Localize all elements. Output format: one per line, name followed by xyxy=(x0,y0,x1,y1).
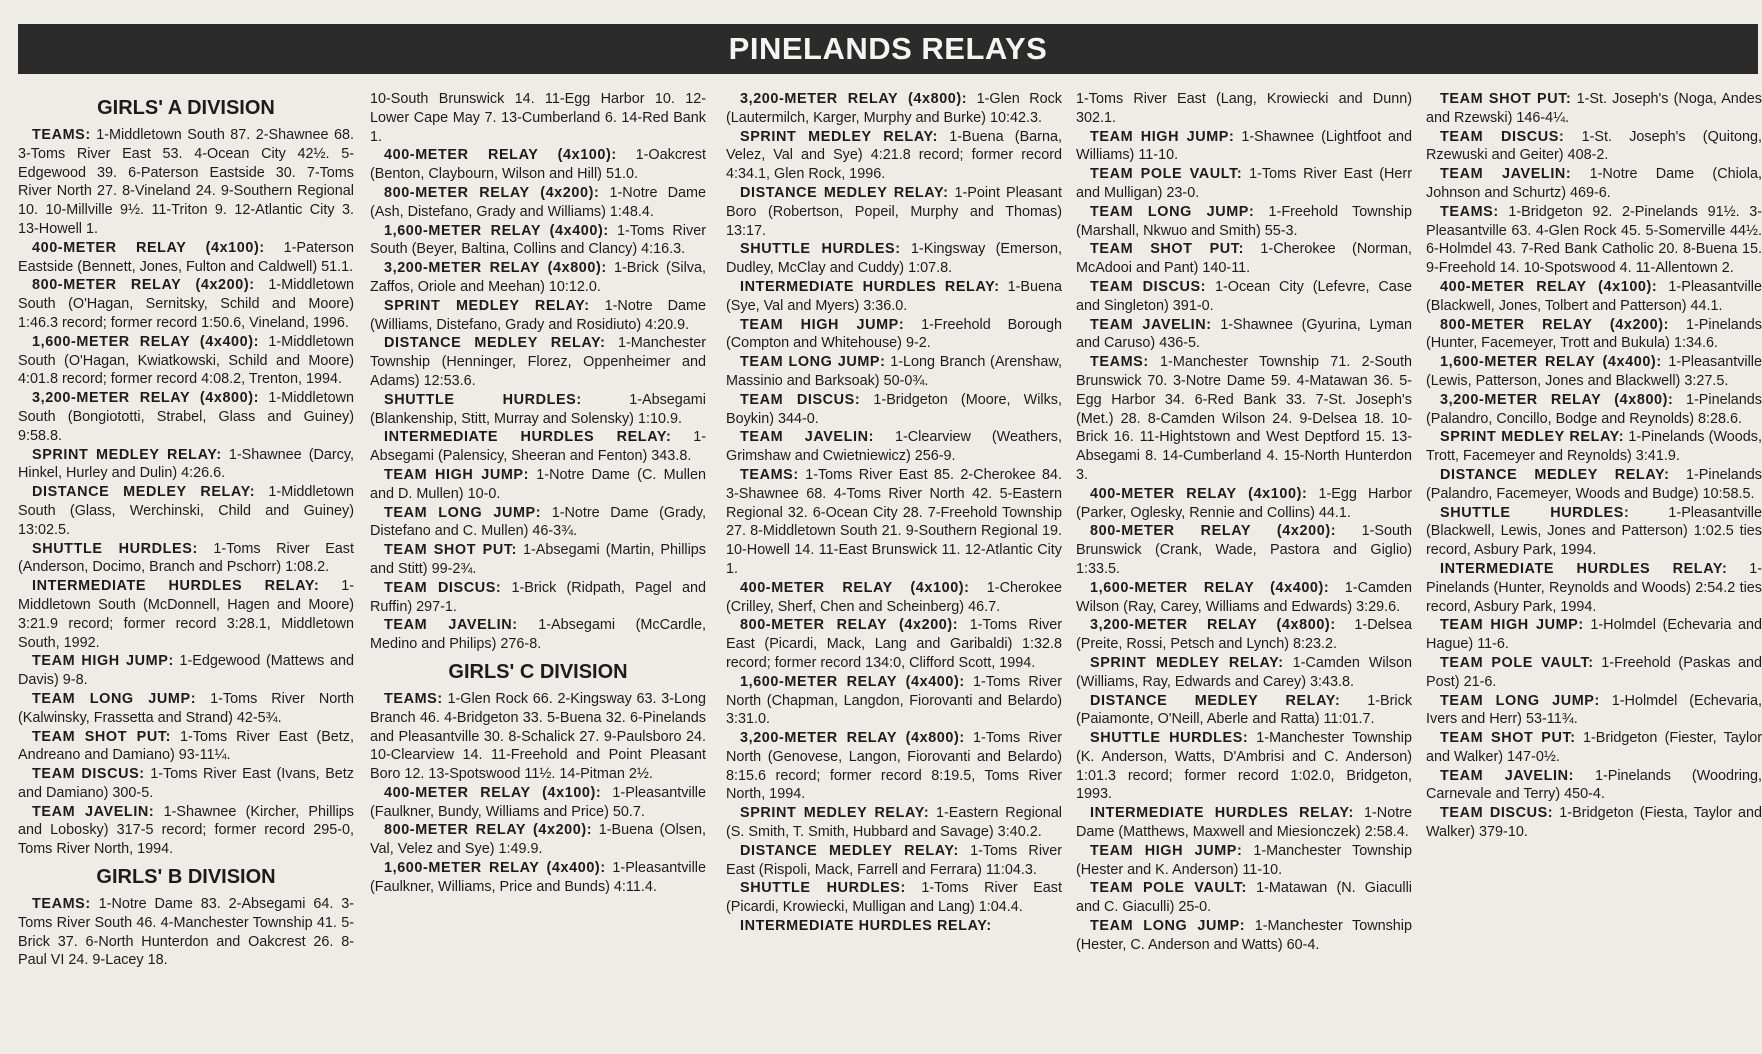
result-text: 1-Buena (Sye, Val and Myers) 3:36.0. xyxy=(726,278,1063,314)
result-text: 1-Camden Wilson (Ray, Carey, Williams and Edwards) 3:29.6. xyxy=(1076,579,1412,615)
result-entry xyxy=(18,483,354,539)
result-entry xyxy=(1076,240,1412,278)
result-entry xyxy=(1076,353,1412,485)
event-name: 800-METER RELAY (4x200): xyxy=(1440,316,1670,333)
result-entry xyxy=(18,765,354,803)
result-entry xyxy=(370,334,706,390)
column-4 xyxy=(1076,90,1412,1054)
result-text: 1-Middletown South (O'Hagan, Kwiatkowski, Schild and Moore) 4:01.8 record; former record 4:08.2, Trenton, 1994. xyxy=(18,333,355,388)
result-text: 1-Middletown South (McDonnell, Hagen and Moore) 3:21.9 record; former record 3:28.1, Middletown South, 1992. xyxy=(18,578,355,651)
result-text: 1-Middletown South (Glass, Werchinski, Child and Guiney) 13:02.5. xyxy=(18,484,354,538)
result-entry xyxy=(1426,391,1762,429)
result-entry xyxy=(726,278,1062,316)
event-name: DISTANCE MEDLEY RELAY: xyxy=(1090,692,1341,709)
event-name: TEAMS: xyxy=(740,466,799,483)
result-text: 1-Notre Dame (C. Mullen and D. Mullen) 10-0. xyxy=(370,466,707,502)
result-text: 1-Holmdel (Echevaria and Hague) 11-6. xyxy=(1426,617,1762,653)
event-name: TEAM HIGH JUMP: xyxy=(1090,128,1235,145)
result-entry xyxy=(1076,879,1412,917)
result-entry xyxy=(18,577,354,652)
result-entry xyxy=(1426,90,1762,128)
result-text: 1-Eastern Regional (S. Smith, T. Smith, Hubbard and Savage) 3:40.2. xyxy=(726,805,1062,841)
result-text: 1-Middletown South (Bongiototti, Strabel, Glass and Guiney) 9:58.8. xyxy=(18,390,355,444)
event-name: TEAM JAVELIN: xyxy=(1440,166,1572,183)
event-name: SHUTTLE HURDLES: xyxy=(32,540,198,557)
result-entry xyxy=(370,428,706,466)
event-name: TEAMS: xyxy=(32,127,91,143)
event-name: DISTANCE MEDLEY RELAY: xyxy=(740,184,949,201)
event-name: SHUTTLE HURDLES: xyxy=(1440,504,1630,521)
result-text: 1-Absegami (Palensicy, Sheeran and Fenton) 343.8. xyxy=(370,429,707,465)
results-columns xyxy=(18,90,1762,1054)
event-name: INTERMEDIATE HURDLES RELAY: xyxy=(1090,805,1354,822)
result-text: 1-Pinelands (Hunter, Reynolds and Woods) 2:54.2 ties record, Asbury Park, 1994. xyxy=(1426,560,1762,615)
result-text: 1-Toms River North (Kalwinsky, Frassetta and Strand) 42-5¾. xyxy=(18,690,355,726)
result-entry xyxy=(18,276,354,332)
result-entry xyxy=(370,184,706,222)
event-name: 3,200-METER RELAY (4x800): xyxy=(740,730,965,747)
result-text: 1-Glen Rock 66. 2-Kingsway 63. 3-Long Branch 46. 4-Bridgeton 33. 5-Buena 32. 6-Pinelands and Pleasantville 30. 8-Schalick 27. 9-Paulsboro 24. 10-Clearview 14. 11-Freehold and Point Pleasant Boro 12. 13-Spotswood 11½. 14-Pitman 2½. xyxy=(370,690,706,783)
result-entry xyxy=(1426,767,1762,805)
headline-banner xyxy=(18,24,1758,74)
column-5 xyxy=(1426,90,1762,1054)
result-entry xyxy=(1426,466,1762,504)
result-text: 1-Notre Dame (Ash, Distefano, Grady and Williams) 1:48.4. xyxy=(370,184,707,220)
event-name: TEAM DISCUS: xyxy=(1440,128,1565,145)
result-text: 1-Pleasantville (Blackwell, Jones, Tolbert and Patterson) 44.1. xyxy=(1426,278,1762,314)
result-entry xyxy=(1426,128,1762,166)
event-name: INTERMEDIATE HURDLES RELAY: xyxy=(1440,560,1728,577)
event-name: TEAMS: xyxy=(1440,203,1499,220)
result-entry xyxy=(726,917,1062,936)
result-text: 1-Edgewood (Mattews and Davis) 9-8. xyxy=(18,653,355,689)
result-text: 1-Toms River East (Picardi, Mack, Lang and Garibaldi) 1:32.8 record; former record 134:0, Clifford Scott, 1994. xyxy=(726,617,1063,671)
result-text: 1-Bridgeton (Fiesta, Taylor and Walker) 379-10. xyxy=(1426,805,1762,841)
result-text: 1-Brick (Silva, Zaffos, Oriole and Meehan) 10:12.0. xyxy=(370,260,706,295)
event-name: TEAM DISCUS: xyxy=(740,391,861,408)
event-name: TEAM LONG JUMP: xyxy=(32,690,197,707)
result-text: 1-Toms River East (Anderson, Docimo, Branch and Pschorr) 1:08.2. xyxy=(18,540,354,576)
event-name: TEAM JAVELIN: xyxy=(32,803,155,820)
result-text: 1-Cherokee (Norman, McAdooi and Pant) 140-11. xyxy=(1076,241,1412,277)
result-entry xyxy=(370,222,706,260)
result-entry xyxy=(1076,729,1412,804)
event-name: TEAM SHOT PUT: xyxy=(32,728,172,745)
result-text: 1-St. Joseph's (Noga, Andes and Rzewski) 146-4¼. xyxy=(1426,91,1762,126)
result-entry xyxy=(726,879,1062,917)
result-entry xyxy=(1426,203,1762,278)
result-entry xyxy=(370,616,706,654)
result-text: 1-Toms River North (Chapman, Langdon, Fiorovanti and Belardo) 3:31.0. xyxy=(726,673,1062,728)
event-name: TEAM DISCUS: xyxy=(1440,805,1554,822)
result-entry xyxy=(1426,692,1762,730)
result-entry xyxy=(1076,692,1412,730)
event-name: 1,600-METER RELAY (4x400): xyxy=(1440,354,1662,371)
result-text: 1-Notre Dame (Williams, Distefano, Grady and Rosidiuto) 4:20.9. xyxy=(370,297,707,333)
result-entry xyxy=(726,391,1062,429)
result-text: 1-Ocean City (Lefevre, Case and Singleton) 391-0. xyxy=(1076,278,1413,314)
event-name: TEAM DISCUS: xyxy=(384,579,502,596)
event-name: 3,200-METER RELAY (4x800): xyxy=(32,390,260,407)
result-entry xyxy=(726,240,1062,278)
event-name: SPRINT MEDLEY RELAY: xyxy=(32,446,222,463)
division-heading: GIRLS' B DIVISION xyxy=(96,866,276,889)
event-name: DISTANCE MEDLEY RELAY: xyxy=(740,842,959,859)
result-entry xyxy=(1076,165,1412,203)
result-text: 1-Pinelands (Hunter, Facemeyer, Trott and Bukula) 1:34.6. xyxy=(1426,316,1762,352)
result-text: 1-Buena (Olsen, Val, Velez and Sye) 1:49.9. xyxy=(370,822,707,858)
result-text: 1-Paterson Eastside (Bennett, Jones, Fulton and Caldwell) 51.1. xyxy=(18,239,354,275)
result-entry xyxy=(1426,278,1762,316)
event-name: SPRINT MEDLEY RELAY: xyxy=(384,297,590,314)
result-entry xyxy=(18,690,354,728)
event-name: DISTANCE MEDLEY RELAY: xyxy=(384,335,606,352)
result-text: 1-Brick (Paiamonte, O'Neill, Aberle and Ratta) 11:01.7. xyxy=(1076,692,1413,728)
event-name: 400-METER RELAY (4x100): xyxy=(1440,278,1658,295)
event-name: SPRINT MEDLEY RELAY: xyxy=(740,128,939,145)
event-name: 800-METER RELAY (4x200): xyxy=(384,184,600,201)
result-text: 1-Buena (Barna, Velez, Val and Sye) 4:21.8 record; former record 4:34.1, Glen Rock, 1996. xyxy=(726,128,1062,183)
result-text: 1-Freehold (Paskas and Post) 21-6. xyxy=(1426,654,1762,690)
column-2 xyxy=(370,90,706,1054)
result-entry xyxy=(1426,616,1762,654)
event-name: 400-METER RELAY (4x100): xyxy=(384,147,617,164)
result-text: 1-Absegami (Martin, Phillips and Stitt) 99-2¾. xyxy=(370,542,707,577)
result-text: 1-Pinelands (Palandro, Concillo, Bodge and Reynolds) 8:28.6. xyxy=(1426,391,1762,427)
event-name: TEAM JAVELIN: xyxy=(1440,767,1574,784)
event-name: INTERMEDIATE HURDLES RELAY: xyxy=(740,918,992,935)
result-text: 1-Holmdel (Echevaria, Ivers and Herr) 53-11¾. xyxy=(1426,692,1762,728)
result-text: 1-Middletown South (O'Hagan, Sernitsky, Schild and Moore) 1:46.3 record; former record 1:50.6, Vineland, 1996. xyxy=(18,277,354,331)
event-name: 400-METER RELAY (4x100): xyxy=(1090,485,1308,502)
result-text: 1-Bridgeton (Fiester, Taylor and Walker) 147-0½. xyxy=(1426,730,1762,765)
event-name: INTERMEDIATE HURDLES RELAY: xyxy=(740,278,1000,295)
result-entry xyxy=(726,616,1062,672)
result-text: 1-Shawnee (Lightfoot and Williams) 11-10. xyxy=(1076,128,1413,164)
event-name: 800-METER RELAY (4x200): xyxy=(1090,523,1337,540)
result-text: 1-South Brunswick (Crank, Wade, Pastora and Giglio) 1:33.5. xyxy=(1076,523,1412,577)
event-name: DISTANCE MEDLEY RELAY: xyxy=(32,484,256,501)
result-entry xyxy=(1076,917,1412,955)
event-name: INTERMEDIATE HURDLES RELAY: xyxy=(384,429,672,446)
event-name: TEAM DISCUS: xyxy=(32,766,145,783)
event-name: TEAM LONG JUMP: xyxy=(1090,203,1255,220)
result-entry xyxy=(726,466,1062,579)
event-name: SHUTTLE HURDLES: xyxy=(740,241,901,258)
result-entry xyxy=(370,259,706,297)
event-name: 1,600-METER RELAY (4x400): xyxy=(384,222,609,239)
event-name: TEAM SHOT PUT: xyxy=(384,542,518,559)
result-text: 1-Delsea (Preite, Rossi, Petsch and Lynch) 8:23.2. xyxy=(1076,617,1412,653)
result-entry xyxy=(18,652,354,690)
result-text: 1-Bridgeton (Moore, Wilks, Boykin) 344-0. xyxy=(726,391,1063,427)
result-entry xyxy=(1426,428,1762,466)
result-entry xyxy=(1076,316,1412,354)
event-name: 1,600-METER RELAY (4x400): xyxy=(384,860,606,877)
result-entry xyxy=(1426,504,1762,560)
result-text: 1-Freehold Township (Marshall, Nkwuo and Smith) 55-3. xyxy=(1076,203,1412,239)
result-entry xyxy=(726,353,1062,391)
event-name: SHUTTLE HURDLES: xyxy=(384,391,582,408)
result-entry xyxy=(1076,203,1412,241)
result-entry xyxy=(370,297,706,335)
result-text: 1-Pleasantville (Faulkner, Bundy, Williams and Price) 50.7. xyxy=(370,784,707,820)
result-text: 1-Toms River South (Beyer, Baltina, Collins and Clancy) 4:16.3. xyxy=(370,222,706,258)
result-entry xyxy=(370,579,706,617)
result-text: 1-Freehold Borough (Compton and Whitehouse) 9-2. xyxy=(726,316,1063,352)
result-text: 1-Toms River East (Picardi, Krowiecki, Mulligan and Lang) 1:04.4. xyxy=(726,880,1062,916)
event-name: 400-METER RELAY (4x100): xyxy=(32,239,265,256)
result-entry xyxy=(18,895,354,970)
result-entry xyxy=(370,821,706,859)
event-name: TEAM LONG JUMP: xyxy=(1090,918,1246,935)
result-text: 1-Pinelands (Palandro, Facemeyer, Woods and Budge) 10:58.5. xyxy=(1426,466,1762,502)
event-name: 800-METER RELAY (4x200): xyxy=(32,277,255,294)
result-entry xyxy=(1426,804,1762,842)
column-1 xyxy=(18,90,354,1054)
result-text: 1-Clearview (Weathers, Grimshaw and Cwietniewicz) 256-9. xyxy=(726,429,1062,465)
event-name: TEAM POLE VAULT: xyxy=(1090,880,1247,897)
result-entry xyxy=(1076,579,1412,617)
result-entry xyxy=(370,146,706,184)
result-entry xyxy=(1076,485,1412,523)
result-entry xyxy=(18,389,354,445)
result-continuation xyxy=(1076,90,1412,128)
result-entry xyxy=(370,504,706,542)
event-name: TEAM POLE VAULT: xyxy=(1440,654,1594,671)
result-entry xyxy=(1076,804,1412,842)
event-name: TEAM LONG JUMP: xyxy=(1440,692,1600,709)
result-text: 1-Manchester Township (Henninger, Florez, Oppenheimer and Adams) 12:53.6. xyxy=(370,335,706,389)
result-entry xyxy=(1076,654,1412,692)
event-name: TEAM SHOT PUT: xyxy=(1440,91,1572,107)
event-name: TEAM DISCUS: xyxy=(1090,278,1207,295)
headline-title: PINELANDS RELAYS xyxy=(728,31,1048,66)
result-text: 1-Bridgeton 92. 2-Pinelands 91½. 3-Pleasantville 63. 4-Glen Rock 45. 5-Somerville 44½. 6-Holmdel 43. 7-Red Bank Catholic 20. 8-Buena 15. 9-Freehold 14. 10-Spotswood 4. 11-Allentown 2. xyxy=(1426,203,1762,277)
result-entry xyxy=(370,859,706,897)
result-entry xyxy=(1426,353,1762,391)
event-name: 800-METER RELAY (4x200): xyxy=(384,822,593,839)
result-entry xyxy=(1076,128,1412,166)
event-name: 1,600-METER RELAY (4x400): xyxy=(740,673,965,690)
event-name: 400-METER RELAY (4x100): xyxy=(740,579,970,596)
result-text: 1-Notre Dame 83. 2-Absegami 64. 3-Toms River South 46. 4-Manchester Township 41. 5-Brick 37. 6-North Hunterdon and Oakcrest 26. 8-Paul VI 24. 9-Lacey 18. xyxy=(18,896,355,969)
column-3 xyxy=(726,90,1062,1054)
result-text: 1-Pleasantville (Blackwell, Lewis, Jones and Patterson) 1:02.5 ties record, Asbury Park, 1994. xyxy=(1426,504,1762,559)
result-entry xyxy=(18,126,354,239)
result-entry xyxy=(370,391,706,429)
event-name: TEAM HIGH JUMP: xyxy=(32,653,174,670)
event-name: SPRINT MEDLEY RELAY: xyxy=(740,805,930,822)
result-entry xyxy=(1076,278,1412,316)
event-name: TEAMS: xyxy=(384,690,443,707)
event-name: 400-METER RELAY (4x100): xyxy=(384,784,602,801)
result-entry xyxy=(370,541,706,579)
result-entry xyxy=(726,579,1062,617)
event-name: 3,200-METER RELAY (4x800): xyxy=(384,260,607,277)
result-entry xyxy=(726,729,1062,804)
event-name: TEAM LONG JUMP: xyxy=(740,354,886,371)
result-entry xyxy=(1076,616,1412,654)
result-text: 1-Notre Dame (Matthews, Maxwell and Miesionczek) 2:58.4. xyxy=(1076,805,1413,841)
result-text: 1-Point Pleasant Boro (Robertson, Popeil, Murphy and Thomas) 13:17. xyxy=(726,184,1063,239)
result-text: 1-Glen Rock (Lautermilch, Karger, Murphy and Burke) 10:42.3. xyxy=(726,91,1063,126)
result-text: 1-Oakcrest (Benton, Claybourn, Wilson and Hill) 51.0. xyxy=(370,147,706,183)
result-entry xyxy=(726,90,1062,128)
result-entry xyxy=(726,804,1062,842)
result-text: 1-Toms River East (Ivans, Betz and Damiano) 300-5. xyxy=(18,766,354,801)
result-entry xyxy=(370,466,706,504)
result-text: 1-Shawnee (Kircher, Phillips and Lobosky) 317-5 record; former record 295-0, Toms River North, 1994. xyxy=(18,803,355,858)
result-entry xyxy=(726,316,1062,354)
result-entry xyxy=(1076,842,1412,880)
event-name: TEAM SHOT PUT: xyxy=(1090,241,1244,258)
result-text: 1-Pleasantville (Lewis, Patterson, Jones and Blackwell) 3:27.5. xyxy=(1426,354,1762,389)
result-text: 1-Toms River East (Rispoli, Mack, Farrell and Ferrara) 11:04.3. xyxy=(726,842,1063,878)
event-name: TEAM HIGH JUMP: xyxy=(384,466,530,483)
result-entry xyxy=(1426,729,1762,767)
result-entry xyxy=(1426,316,1762,354)
event-name: INTERMEDIATE HURDLES RELAY: xyxy=(32,578,320,595)
event-name: TEAM POLE VAULT: xyxy=(1090,166,1243,183)
event-name: TEAM LONG JUMP: xyxy=(384,504,542,521)
result-text: 10-South Brunswick 14. 11-Egg Harbor 10. 12-Lower Cape May 7. 13-Cumberland 6. 14-Red Bank 1. xyxy=(370,91,706,145)
result-entry xyxy=(18,803,354,859)
event-name: TEAM JAVELIN: xyxy=(1090,316,1212,333)
result-entry xyxy=(726,842,1062,880)
result-text: 1-Manchester Township 71. 2-South Brunswick 70. 3-Notre Dame 59. 4-Matawan 36. 5-Egg Harbor 34. 6-Red Bank 33. 7-St. Joseph's (Met.) 28. 8-Camden Wilson 24. 9-Delsea 18. 10-Brick 16. 11-Hightstown and West Deptford 15. 13-Absegami 8. 14-Cumberland 4. 15-North Hunterdon 3. xyxy=(1076,354,1412,483)
result-entry xyxy=(18,333,354,389)
event-name: 3,200-METER RELAY (4x800): xyxy=(1440,391,1674,408)
result-text: 1-Absegami (McCardle, Medino and Philips) 276-8. xyxy=(370,617,706,653)
result-text: 1-Toms River East (Lang, Krowiecki and Dunn) 302.1. xyxy=(1076,91,1412,126)
event-name: TEAM SHOT PUT: xyxy=(1440,730,1576,747)
result-entry xyxy=(726,428,1062,466)
event-name: TEAMS: xyxy=(32,896,91,913)
event-name: 1,600-METER RELAY (4x400): xyxy=(32,333,260,350)
result-entry xyxy=(1426,560,1762,616)
result-text: 1-Camden Wilson (Williams, Ray, Edwards and Carey) 3:43.8. xyxy=(1076,654,1412,690)
result-entry xyxy=(1426,165,1762,203)
result-text: 1-Toms River East (Betz, Andreano and Damiano) 93-11¼. xyxy=(18,728,354,764)
result-continuation xyxy=(370,90,706,146)
result-text: 1-Manchester Township (K. Anderson, Watts, D'Ambrisi and C. Anderson) 1:01.3 record; former record 1:02.0, Bridgeton, 1993. xyxy=(1076,730,1412,803)
event-name: TEAM JAVELIN: xyxy=(740,429,875,446)
result-entry xyxy=(18,239,354,277)
result-text: 1-Shawnee (Gyurina, Lyman and Caruso) 436-5. xyxy=(1076,316,1412,352)
result-text: 1-Notre Dame (Chiola, Johnson and Schurtz) 469-6. xyxy=(1426,166,1762,201)
result-text: 1-Pinelands (Woodring, Carnevale and Terry) 450-4. xyxy=(1426,767,1762,803)
result-entry xyxy=(18,446,354,484)
event-name: TEAM JAVELIN: xyxy=(384,617,518,634)
event-name: 3,200-METER RELAY (4x800): xyxy=(740,91,968,107)
result-entry xyxy=(370,784,706,822)
result-text: 1-Manchester Township (Hester, C. Anderson and Watts) 60-4. xyxy=(1076,918,1413,953)
division-heading: GIRLS' C DIVISION xyxy=(448,660,628,683)
result-text: 1-Middletown South 87. 2-Shawnee 68. 3-Toms River East 53. 4-Ocean City 42½. 5-Edgewood 39. 6-Paterson Eastside 30. 7-Toms River North 27. 8-Vineland 24. 9-Southern Regional 10. 10-Millville 9½. 11-Triton 9. 12-Atlantic City 3. 13-Howell 1. xyxy=(18,127,355,237)
result-text: 1-Pleasantville (Faulkner, Williams, Price and Bunds) 4:11.4. xyxy=(370,860,706,895)
result-text: 1-Brick (Ridpath, Pagel and Ruffin) 297-1. xyxy=(370,579,707,615)
result-text: 1-Notre Dame (Grady, Distefano and C. Mullen) 46-3¾. xyxy=(370,504,707,540)
event-name: TEAM HIGH JUMP: xyxy=(1090,842,1243,859)
event-name: DISTANCE MEDLEY RELAY: xyxy=(1440,466,1670,483)
result-text: 1-Egg Harbor (Parker, Oglesky, Rennie and Collins) 44.1. xyxy=(1076,485,1413,521)
result-entry xyxy=(1076,522,1412,578)
event-name: 3,200-METER RELAY (4x800): xyxy=(1090,617,1336,634)
result-text: 1-Cherokee (Crilley, Sherf, Chen and Scheinberg) 46.7. xyxy=(726,579,1062,615)
event-name: 1,600-METER RELAY (4x400): xyxy=(1090,579,1330,596)
result-text: 1-Manchester Township (Hester and K. Anderson) 11-10. xyxy=(1076,842,1413,878)
result-entry xyxy=(726,128,1062,184)
result-text: 1-Kingsway (Emerson, Dudley, McClay and Cuddy) 1:07.8. xyxy=(726,241,1062,277)
event-name: 800-METER RELAY (4x200): xyxy=(740,617,959,634)
result-text: 1-Toms River East (Herr and Mulligan) 23-0. xyxy=(1076,166,1413,201)
result-entry xyxy=(1426,654,1762,692)
result-entry xyxy=(726,184,1062,240)
result-entry xyxy=(18,540,354,578)
result-text: 1-Absegami (Blankenship, Stitt, Murray and Solensky) 1:10.9. xyxy=(370,391,706,427)
division-heading: GIRLS' A DIVISION xyxy=(97,97,275,119)
event-name: SHUTTLE HURDLES: xyxy=(740,880,906,897)
result-entry xyxy=(18,728,354,766)
result-entry xyxy=(726,673,1062,729)
event-name: TEAMS: xyxy=(1090,354,1149,371)
event-name: SPRINT MEDLEY RELAY: xyxy=(1090,654,1284,671)
result-text: 1-Matawan (N. Giaculli and C. Giaculli) 25-0. xyxy=(1076,880,1412,916)
result-entry xyxy=(370,690,706,784)
event-name: SHUTTLE HURDLES: xyxy=(1090,730,1249,747)
event-name: TEAM HIGH JUMP: xyxy=(740,316,905,333)
result-text: 1-Pinelands (Woods, Trott, Facemeyer and Reynolds) 3:41.9. xyxy=(1426,429,1762,465)
result-text: 1-St. Joseph's (Quitong, Rzewuski and Geiter) 408-2. xyxy=(1426,128,1762,164)
result-text: 1-Toms River East 85. 2-Cherokee 84. 3-Shawnee 68. 4-Toms River North 42. 5-Eastern Regional 32. 6-Ocean City 28. 7-Freehold Township 27. 8-Middletown South 21. 9-Southern Regional 19. 10-Howell 14. 11-East Brunswick 11. 12-Atlantic City 1. xyxy=(726,466,1063,577)
event-name: TEAM HIGH JUMP: xyxy=(1440,617,1584,634)
result-text: 1-Shawnee (Darcy, Hinkel, Hurley and Dulin) 4:26.6. xyxy=(18,446,354,482)
event-name: SPRINT MEDLEY RELAY: xyxy=(1440,429,1625,446)
result-text: 1-Long Branch (Arenshaw, Massinio and Barksoak) 50-0¾. xyxy=(726,354,1063,389)
result-text: 1-Toms River North (Genovese, Langon, Fiorovanti and Belardo) 8:15.6 record; former record 8:19.5, Toms River North, 1994. xyxy=(726,730,1062,803)
